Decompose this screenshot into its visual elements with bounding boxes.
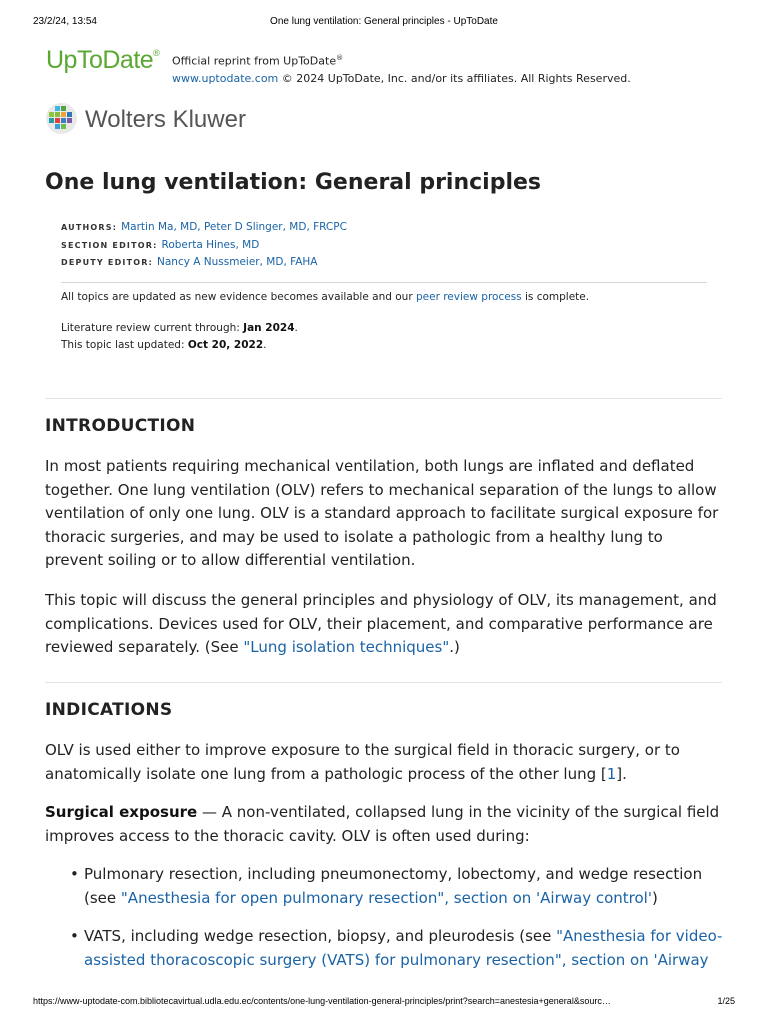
- indications-text: OLV is used either to improve exposure to the surgical field in thoracic surgery, or to anatomically isolate one lung from a pathologic process of the other lung [: [45, 741, 680, 783]
- page-title: One lung ventilation: General principles: [45, 170, 542, 195]
- update-note: [61, 291, 589, 303]
- intro-p2-end: .): [449, 638, 460, 656]
- copyright-text: © 2024 UpToDate, Inc. and/or its affiliates. All Rights Reserved.: [281, 71, 631, 85]
- wolters-kluwer-name: Wolters Kluwer: [85, 106, 246, 133]
- deputy-editor-label: DEPUTY EDITOR:: [61, 258, 153, 267]
- print-datetime: 23/2/24, 13:54: [33, 16, 97, 27]
- reprint-notice: [172, 50, 631, 87]
- uptodate-site-link[interactable]: www.uptodate.com: [172, 71, 279, 85]
- last-updated-date: Oct 20, 2022: [187, 339, 264, 351]
- authors-line: [61, 219, 347, 237]
- update-note-text-pre: All topics are updated as new evidence becomes available and our: [61, 291, 416, 303]
- authors-label: AUTHORS:: [61, 223, 118, 232]
- wolters-kluwer-mark-icon: [46, 103, 77, 134]
- bullet-icon: •: [70, 927, 79, 945]
- authors-link[interactable]: Martin Ma, MD, Peter D Slinger, MD, FRCPC: [121, 221, 347, 233]
- bullet-2-text: VATS, including wedge resection, biopsy, and pleurodesis (see: [84, 927, 557, 945]
- byline: [61, 219, 347, 272]
- reference-link[interactable]: 1: [606, 764, 617, 783]
- intro-paragraph-1: In most patients requiring mechanical ventilation, both lungs are inflated and deflated together. One lung ventilation (OLV) refers to mechanical separation of the lungs to allow ventilation of only one lung. OLV is a standard approach to facilitate surgical exposure for thoracic surgeries, and may be used to isolate a pathologic from a healthy lung to prevent soiling or to allow differential ventilation.: [45, 457, 719, 569]
- print-url: https://www-uptodate-com.bibliotecavirtual.udla.edu.ec/contents/one-lung-ventilation-general-principles/print?search=anestesia+general&sourc…: [33, 996, 611, 1006]
- section-heading-indications: INDICATIONS: [45, 700, 173, 720]
- vats-anesthesia-link[interactable]: "Anesthesia for video-assisted thoracoscopic surgery (VATS) for pulmonary resection", section on 'Airway: [84, 927, 723, 969]
- print-doc-title: One lung ventilation: General principles - UpToDate: [270, 16, 498, 27]
- peer-review-link[interactable]: peer review process: [415, 291, 522, 303]
- surgical-exposure-label: Surgical exposure: [45, 803, 198, 821]
- indications-paragraph: [45, 739, 725, 786]
- bullet-icon: •: [70, 865, 79, 883]
- section-editor-line: [61, 237, 347, 255]
- section-editor-label: SECTION EDITOR:: [61, 240, 158, 250]
- uptodate-logo[interactable]: [46, 46, 159, 75]
- uptodate-logo-mark: ®: [153, 48, 160, 58]
- section-editor-link[interactable]: Roberta Hines, MD: [161, 238, 260, 251]
- reprint-mark: ®: [336, 54, 344, 62]
- review-dates: Literature review current through: Jan 2024. This topic last updated: Oct 20, 2022.: [61, 322, 298, 351]
- surgical-exposure-paragraph: [45, 801, 725, 848]
- surgical-exposure-text: — A non-ventilated, collapsed lung in the vicinity of the surgical field improves access to the thoracic cavity. OLV is often used during:: [45, 803, 720, 845]
- list-item: [70, 925, 730, 972]
- lung-isolation-link[interactable]: "Lung isolation techniques": [243, 638, 450, 656]
- section-divider: [45, 682, 722, 683]
- deputy-editor-link[interactable]: Nancy A Nussmeier, MD, FAHA: [157, 256, 318, 268]
- bullet-1-text: Pulmonary resection, including pneumonectomy, lobectomy, and wedge resection (see: [84, 865, 703, 907]
- update-note-text-post: is complete.: [521, 291, 590, 303]
- bullet-1-end: ): [651, 888, 658, 907]
- section-divider: [45, 398, 722, 399]
- deputy-editor-line: [61, 254, 347, 272]
- lit-review-date: Jan 2024: [243, 322, 295, 334]
- last-updated-label: This topic last updated:: [61, 339, 188, 351]
- intro-p2-text: This topic will discuss the general principles and physiology of OLV, its management, and complications. Devices used for OLV, their placement, and comparative performance are reviewed separately. (See: [45, 591, 717, 656]
- open-pulmonary-resection-link[interactable]: "Anesthesia for open pulmonary resection", section on 'Airway control': [120, 888, 652, 907]
- section-heading-introduction: INTRODUCTION: [45, 416, 196, 436]
- uptodate-logo-text: UpToDate: [46, 46, 154, 74]
- indications-text-end: ].: [616, 764, 627, 783]
- reprint-label: Official reprint from UpToDate: [172, 54, 337, 68]
- divider: [61, 282, 707, 283]
- list-item: [70, 863, 730, 910]
- page-number: 1/25: [717, 996, 735, 1006]
- intro-paragraph-2: [45, 589, 725, 660]
- brand-row: [46, 46, 736, 86]
- lit-review-label: Literature review current through:: [61, 322, 244, 334]
